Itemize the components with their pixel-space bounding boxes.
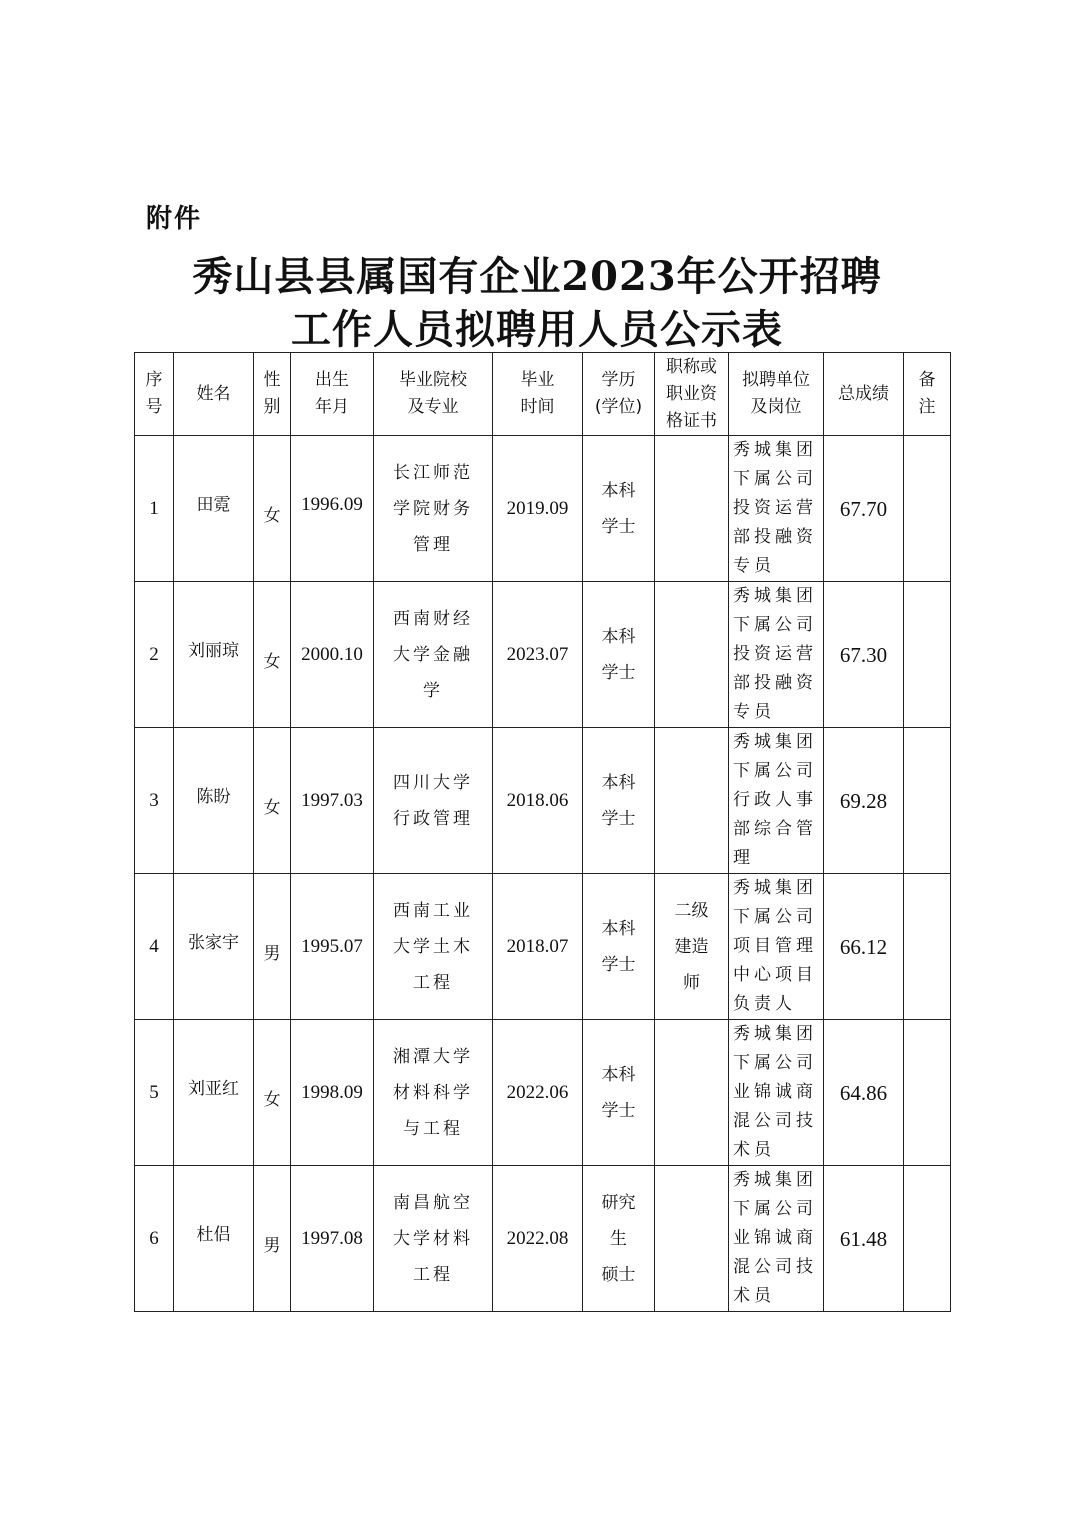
cell-name-text: 田霓 [196, 494, 231, 515]
header-school-major-line: 毕业院校 [399, 370, 467, 390]
cell-birth-text: 1998.09 [301, 1081, 363, 1103]
candidates-table [134, 352, 951, 1312]
cell-birth [291, 1166, 374, 1312]
cell-degree [583, 582, 655, 728]
cell-grad-time [493, 728, 583, 874]
cell-grad-time [493, 1166, 583, 1312]
cell-name-text: 刘丽琼 [188, 640, 239, 661]
cell-birth-text: 1997.03 [301, 789, 363, 811]
cell-school-major [374, 436, 493, 582]
cell-degree-line: 本科 [601, 626, 636, 647]
cell-remarks [904, 1020, 951, 1166]
cell-school-major-text: 南昌航空大学材料工程 [393, 1192, 473, 1285]
header-gender-line: 性 [263, 370, 281, 390]
cell-grad-time [493, 874, 583, 1020]
cell-no [135, 436, 174, 582]
header-remarks-line: 注 [918, 397, 936, 417]
header-degree-line: 学历 [601, 370, 636, 390]
cell-total-score-text: 67.70 [839, 496, 888, 521]
cell-gender-text: 女 [263, 505, 281, 526]
cell-degree-line: 学士 [601, 1100, 636, 1121]
cell-school-major-text: 西南工业大学土木工程 [393, 900, 473, 993]
cell-total-score-text: 69.28 [839, 788, 888, 813]
cell-birth [291, 582, 374, 728]
cell-name-text: 张家宇 [188, 932, 239, 953]
cell-degree-line: 学士 [601, 808, 636, 829]
cell-school-major-text: 湘潭大学材料科学与工程 [393, 1046, 473, 1139]
cell-total-score [824, 436, 904, 582]
cell-unit-post [729, 582, 824, 728]
cell-total-score [824, 728, 904, 874]
cell-no-text: 3 [149, 789, 159, 811]
cell-total-score [824, 874, 904, 1020]
cell-school-major [374, 582, 493, 728]
cell-grad-time-text: 2018.07 [506, 935, 569, 957]
cell-school-major-text: 四川大学行政管理 [393, 772, 473, 829]
cell-grad-time-text: 2019.09 [506, 497, 569, 519]
table-body [135, 436, 951, 1312]
cell-unit-post-text: 秀城集团下属公司投资运营部投融资专员 [733, 586, 817, 722]
cell-school-major-text: 西南财经大学金融学 [393, 608, 473, 701]
cell-degree-line: 生 [610, 1228, 627, 1249]
table-row [135, 436, 951, 582]
cell-degree-line: 学士 [601, 662, 636, 683]
cell-school-major [374, 728, 493, 874]
cell-remarks [904, 1166, 951, 1312]
header-grad-time-line: 毕业 [520, 370, 555, 390]
cell-degree-line: 本科 [601, 772, 636, 793]
header-total-score-line: 总成绩 [838, 383, 889, 404]
cell-unit-post-text: 秀城集团下属公司业锦诚商混公司技术员 [733, 1170, 817, 1306]
cell-name-text: 陈盼 [196, 786, 231, 807]
cell-degree [583, 436, 655, 582]
cell-no-text: 4 [149, 935, 159, 957]
cell-total-score-text: 64.86 [839, 1080, 888, 1105]
header-no-line: 号 [145, 397, 163, 417]
cell-grad-time-text: 2022.06 [506, 1081, 569, 1103]
cell-unit-post-text: 秀城集团下属公司业锦诚商混公司技术员 [733, 1024, 817, 1160]
cell-name-text: 刘亚红 [188, 1078, 239, 1099]
cell-school-major-text: 长江师范学院财务管理 [393, 462, 473, 555]
cell-unit-post [729, 874, 824, 1020]
annex-label: 附件 [146, 204, 203, 234]
header-certificate-line: 职业资 [666, 383, 717, 404]
header-no [135, 353, 174, 436]
header-remarks-line: 备 [918, 370, 936, 390]
header-name [174, 353, 254, 436]
cell-total-score-text: 61.48 [839, 1226, 888, 1251]
cell-gender [254, 874, 291, 1020]
cell-gender-text: 男 [263, 943, 281, 964]
cell-unit-post-text: 秀城集团下属公司项目管理中心项目负责人 [733, 878, 817, 1014]
cell-grad-time [493, 582, 583, 728]
cell-unit-post [729, 1020, 824, 1166]
header-unit-post [729, 353, 824, 436]
cell-gender [254, 1020, 291, 1166]
cell-remarks [904, 582, 951, 728]
cell-gender [254, 1166, 291, 1312]
cell-name-text: 杜侣 [196, 1224, 231, 1245]
cell-degree [583, 728, 655, 874]
header-certificate [655, 353, 729, 436]
cell-name [174, 874, 254, 1020]
header-certificate-line: 格证书 [666, 410, 717, 431]
header-gender [254, 353, 291, 436]
header-total-score [824, 353, 904, 436]
cell-total-score [824, 1166, 904, 1312]
cell-grad-time [493, 436, 583, 582]
table-row [135, 728, 951, 874]
cell-degree-line: 硕士 [601, 1264, 636, 1285]
header-certificate-line: 职称或 [666, 356, 717, 377]
cell-gender [254, 582, 291, 728]
table-row [135, 1166, 951, 1312]
cell-no [135, 1020, 174, 1166]
table-row [135, 1020, 951, 1166]
cell-gender-text: 女 [263, 797, 281, 818]
cell-remarks [904, 874, 951, 1020]
header-school-major-line: 及专业 [407, 397, 459, 417]
cell-gender-text: 女 [263, 1089, 281, 1110]
cell-name [174, 436, 254, 582]
header-grad-time-line: 时间 [520, 397, 555, 417]
cell-certificate [655, 1020, 729, 1166]
cell-unit-post-text: 秀城集团下属公司行政人事部综合管理 [733, 732, 817, 868]
header-name-line: 姓名 [196, 383, 231, 404]
cell-degree [583, 874, 655, 1020]
cell-name [174, 1166, 254, 1312]
cell-degree [583, 1166, 655, 1312]
cell-birth [291, 436, 374, 582]
cell-no [135, 874, 174, 1020]
document-title-line2: 工作人员拟聘用人员公示表 [291, 306, 783, 353]
header-grad-time [493, 353, 583, 436]
cell-name [174, 582, 254, 728]
cell-total-score [824, 1020, 904, 1166]
cell-name [174, 1020, 254, 1166]
cell-no [135, 1166, 174, 1312]
header-remarks [904, 353, 951, 436]
cell-birth [291, 728, 374, 874]
header-birth-line: 出生 [315, 370, 349, 390]
cell-birth-text: 1997.08 [301, 1227, 363, 1249]
cell-birth-text: 2000.10 [301, 643, 363, 665]
cell-grad-time [493, 1020, 583, 1166]
cell-unit-post-text: 秀城集团下属公司投资运营部投融资专员 [733, 440, 817, 576]
cell-degree [583, 1020, 655, 1166]
header-birth-line: 年月 [315, 397, 349, 417]
cell-school-major [374, 1020, 493, 1166]
header-unit-post-line: 及岗位 [750, 397, 802, 417]
cell-birth [291, 1020, 374, 1166]
header-degree-line: (学位) [594, 397, 643, 417]
cell-no-text: 6 [149, 1227, 159, 1249]
cell-gender-text: 男 [263, 1235, 281, 1256]
header-birth [291, 353, 374, 436]
cell-total-score-text: 67.30 [839, 642, 888, 667]
cell-total-score-text: 66.12 [839, 934, 888, 959]
cell-remarks [904, 728, 951, 874]
cell-no [135, 582, 174, 728]
cell-certificate [655, 874, 729, 1020]
cell-school-major [374, 1166, 493, 1312]
cell-degree-line: 研究 [601, 1192, 636, 1213]
cell-no-text: 2 [149, 643, 159, 665]
header-gender-line: 别 [263, 397, 281, 417]
cell-grad-time-text: 2023.07 [506, 643, 569, 665]
cell-degree-line: 学士 [601, 954, 636, 975]
cell-degree-line: 本科 [601, 480, 636, 501]
cell-certificate-text: 二级建造师 [674, 900, 709, 993]
header-school-major [374, 353, 493, 436]
cell-gender [254, 436, 291, 582]
cell-school-major [374, 874, 493, 1020]
cell-total-score [824, 582, 904, 728]
cell-name [174, 728, 254, 874]
cell-remarks [904, 436, 951, 582]
cell-degree-line: 学士 [601, 516, 636, 537]
cell-birth-text: 1996.09 [301, 493, 363, 515]
cell-certificate [655, 436, 729, 582]
cell-certificate [655, 582, 729, 728]
cell-no [135, 728, 174, 874]
cell-certificate [655, 1166, 729, 1312]
cell-degree-line: 本科 [601, 918, 636, 939]
header-no-line: 序 [145, 370, 163, 390]
cell-birth [291, 874, 374, 1020]
document-title-line1: 秀山县县属国有企业2023年公开招聘 [192, 253, 882, 300]
cell-unit-post [729, 436, 824, 582]
cell-no-text: 5 [149, 1081, 159, 1103]
cell-gender [254, 728, 291, 874]
table-header-row [135, 353, 951, 436]
cell-grad-time-text: 2018.06 [506, 789, 569, 811]
cell-gender-text: 女 [263, 651, 281, 672]
cell-no-text: 1 [149, 497, 159, 519]
cell-unit-post [729, 1166, 824, 1312]
cell-birth-text: 1995.07 [301, 935, 363, 957]
header-unit-post-line: 拟聘单位 [742, 370, 810, 390]
table-row [135, 582, 951, 728]
cell-certificate [655, 728, 729, 874]
cell-grad-time-text: 2022.08 [506, 1227, 569, 1249]
table-row [135, 874, 951, 1020]
cell-degree-line: 本科 [601, 1064, 636, 1085]
cell-unit-post [729, 728, 824, 874]
header-degree [583, 353, 655, 436]
